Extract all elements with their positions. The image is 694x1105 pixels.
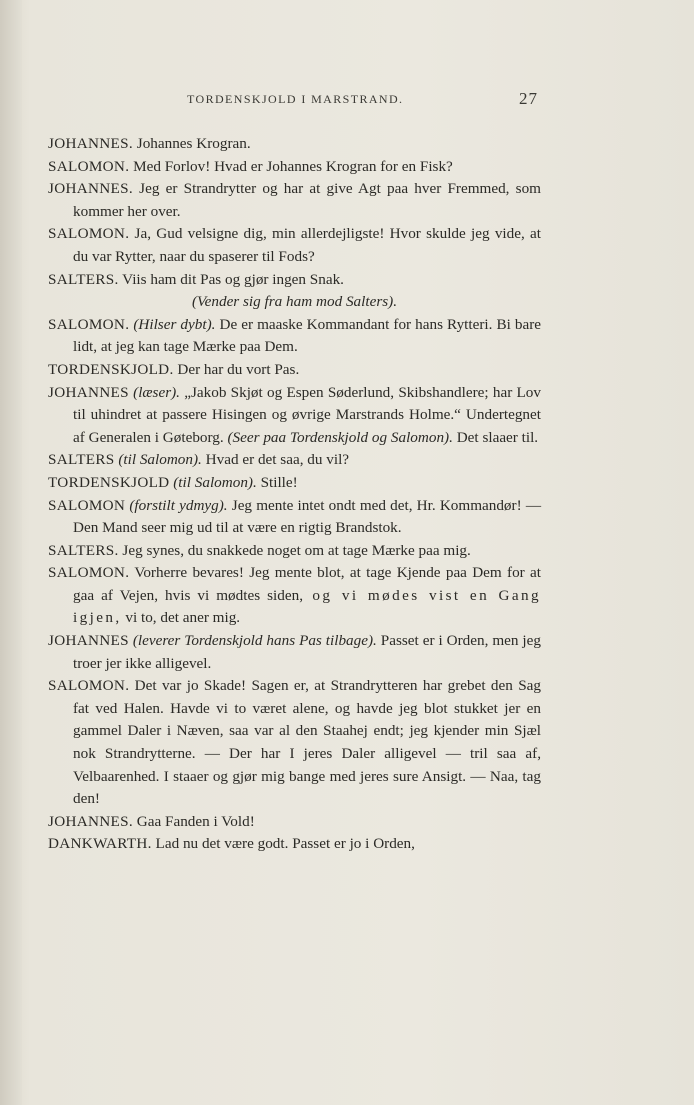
dialogue-text: vi to, det aner mig. [121,609,241,627]
speaker-name: JOHANNES. [48,135,133,152]
speaker-name: SALOMON [48,496,126,514]
dialogue-text: Der har du vort Pas. [173,360,300,378]
dialogue-line [48,540,541,563]
dialogue-text: De er maaske Kommandant for hans Rytteri. Bi bare lidt, at jeg kan tage Mærke paa Dem. [73,315,542,356]
page-number: 27 [519,89,538,108]
dialogue-text: Det var jo Skade! Sagen er, at Strandrytteren har grebet den Sag fat ved Halen. Havde vi to været alene, og havde jeg blot stukket jer en gammel Daler i Næven, saa var al den Staahej endt; jeg kjender min Sjæl nok Strandrytterne. — Der har I jeres Daler alligevel — tril saa af, Velbaarenhed. I staaer og gjør mig bange med jeres sure Ansigt. — Naa, tag den! [73,677,541,808]
dialogue-line [48,359,541,382]
dialogue-text: Passet er i Orden, men jeg troer jer ikke alligevel. [73,632,541,672]
speaker-name: SALOMON. [48,677,130,695]
speaker-name: TORDENSKJOLD. [48,360,174,378]
dialogue-text: Gaa Fanden i Vold! [132,812,255,830]
speaker-name: SALOMON. [48,157,130,175]
dialogue-text: Lad nu det være godt. Passet er jo i Orden, [151,835,415,853]
speaker-name: JOHANNES. [48,812,133,830]
header-title: TORDENSKJOLD I MARSTRAND. [187,92,404,106]
speaker-name: DANKWARTH. [48,835,152,853]
dialogue-text: Med Forlov! Hvad er Johannes Krogran for en Fisk? [129,157,453,175]
dialogue-text: Det slaaer til. [452,428,539,446]
stage-direction: (Seer paa Tordenskjold og Salomon). [223,428,453,446]
dialogue-text: Jeg synes, du snakkede noget om at tage Mærke paa mig. [118,541,471,559]
page-gutter-shadow [0,0,22,1105]
dialogue-line [48,133,541,156]
dialogue-text: Hvad er det saa, du vil? [201,451,350,469]
dialogue-line [48,156,541,179]
stage-direction: (Hilser dybt). [129,315,216,333]
stage-direction: (forstilt ydmyg). [125,496,228,514]
dialogue-line [48,178,541,223]
dialogue-text: Johannes Krogran. [132,135,251,152]
dialogue-text: „Jakob Skjøt og Espen Søderlund, Skibshandlere; har Lov til uhindret at passere Hisingen og øvrige Marstrands Holme.“ Undertegnet af Generalen i Gøteborg. [73,383,541,446]
speaker-name: JOHANNES [48,632,129,650]
dialogue-text: Jeg mente intet ondt med det, Hr. Kommandør! — Den Mand seer mig ud til at være en rigtig Brandstok. [73,496,541,537]
speaker-name: TORDENSKJOLD [48,473,170,491]
dialogue-line [48,630,541,675]
speaker-name: SALOMON. [48,225,130,243]
dialogue-line [48,472,541,495]
dialogue-line [48,562,541,630]
running-header [0,89,694,112]
dialogue-line [48,223,541,268]
play-text [48,133,541,856]
dialogue-line [48,269,541,292]
dialogue-text: Viis ham dit Pas og gjør ingen Snak. [118,270,344,288]
dialogue-text: Vorherre bevares! Jeg mente blot, at tage Kjende paa Dem for at gaa af Vejen, hvis vi mødtes siden, [73,564,541,604]
dialogue-text: Ja, Gud velsigne dig, min allerdejligste! Hvor skulde jeg vide, at du var Rytter, naar du spaserer til Fods? [73,225,541,265]
speaker-name: SALOMON. [48,315,130,333]
stage-direction: (læser). [128,383,180,401]
dialogue-line [48,833,541,856]
stage-direction: (til Salomon). [169,473,257,491]
spaced-emphasis-text: og vi mødes vist en Gang igjen, [73,586,541,627]
dialogue-text: Stille! [256,473,298,491]
speaker-name: SALOMON. [48,564,130,582]
speaker-name: SALTERS. [48,541,119,559]
dialogue-line [48,811,541,834]
dialogue-line [48,449,541,472]
stage-direction-line [48,291,541,314]
speaker-name: JOHANNES [48,383,129,401]
speaker-name: SALTERS. [48,270,119,288]
dialogue-line [48,495,541,540]
speaker-name: JOHANNES. [48,180,133,198]
dialogue-line [48,675,541,811]
dialogue-line [48,382,541,450]
stage-direction: (leverer Tordenskjold hans Pas tilbage). [128,632,377,650]
speaker-name: SALTERS [48,451,115,469]
stage-direction: (til Salomon). [114,451,202,469]
stage-direction: (Vender sig fra ham mod Salters). [191,293,397,311]
dialogue-line [48,314,541,359]
dialogue-text: Jeg er Strandrytter og har at give Agt paa hver Fremmed, som kommer her over. [73,180,541,220]
